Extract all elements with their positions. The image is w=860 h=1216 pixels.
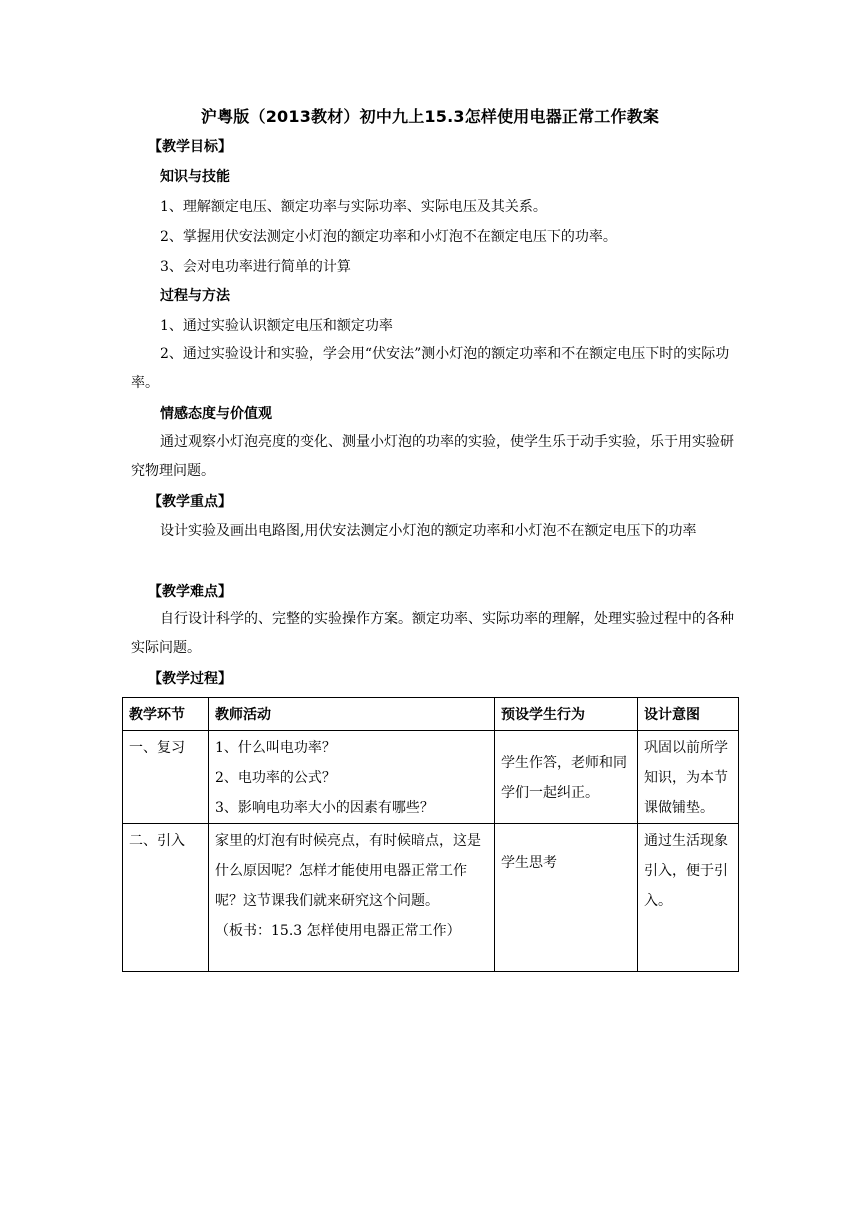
knowledge-item: 1、理解额定电压、额定功率与实际功率、实际电压及其关系。 — [160, 199, 547, 215]
teacher-line: 家里的灯泡有时候亮点，有时候暗点，这是什么原因呢？怎样才能使用电器正常工作呢？这节课我们就来研究这个问题。 — [215, 833, 481, 909]
page-title: 沪粤版（2013教材）初中九上15.3怎样使用电器正常工作教案 — [200, 107, 660, 126]
intent-cell: 巩固以前所学知识，为本节课做铺垫。 — [638, 731, 739, 824]
objectives-heading: 【教学目标】 — [148, 139, 232, 155]
table-header-row — [123, 698, 739, 731]
teacher-line: 2、电功率的公式？ — [215, 770, 336, 786]
teacher-line: （板书：15.3 怎样使用电器正常工作） — [215, 923, 461, 939]
process-heading: 过程与方法 — [160, 288, 230, 304]
student-cell: 学生思考 — [495, 824, 638, 972]
column-header: 教学环节 — [123, 698, 209, 731]
process-item: 1、通过实验认识额定电压和额定功率 — [160, 318, 393, 334]
lesson-table — [122, 697, 739, 972]
column-header: 预设学生行为 — [495, 698, 638, 731]
difficulty-heading: 【教学难点】 — [148, 584, 232, 600]
student-cell: 学生作答，老师和同学们一起纠正。 — [495, 731, 638, 824]
intent-cell: 通过生活现象引入，便于引入。 — [638, 824, 739, 972]
stage-cell: 二、引入 — [123, 824, 209, 972]
process-item: 2、通过实验设计和实验，学会用“伏安法”测小灯泡的额定功率和不在额定电压下时的实际功率。 — [131, 346, 730, 391]
emotion-heading: 情感态度与价值观 — [160, 406, 272, 422]
knowledge-item: 3、会对电功率进行简单的计算 — [160, 259, 351, 275]
teacher-line: 3、影响电功率大小的因素有哪些？ — [215, 800, 434, 816]
column-header: 设计意图 — [638, 698, 739, 731]
knowledge-item: 2、掌握用伏安法测定小灯泡的额定功率和小灯泡不在额定电压下的功率。 — [160, 229, 617, 245]
table-row — [123, 731, 739, 824]
column-header: 教师活动 — [209, 698, 495, 731]
key-heading: 【教学重点】 — [148, 494, 232, 510]
teacher-line: 1、什么叫电功率？ — [215, 740, 336, 756]
key-text: 设计实验及画出电路图,用伏安法测定小灯泡的额定功率和小灯泡不在额定电压下的功率 — [160, 523, 697, 539]
teacher-cell — [209, 731, 495, 824]
stage-cell: 一、复习 — [123, 731, 209, 824]
procedure-heading: 【教学过程】 — [148, 671, 232, 687]
table-row — [123, 824, 739, 972]
difficulty-text: 自行设计科学的、完整的实验操作方案。额定功率、实际功率的理解，处理实验过程中的各种实际问题。 — [131, 611, 734, 656]
emotion-text: 通过观察小灯泡亮度的变化、测量小灯泡的功率的实验，使学生乐于动手实验，乐于用实验研究物理问题。 — [131, 434, 734, 479]
teacher-cell — [209, 824, 495, 972]
knowledge-heading: 知识与技能 — [160, 169, 230, 185]
